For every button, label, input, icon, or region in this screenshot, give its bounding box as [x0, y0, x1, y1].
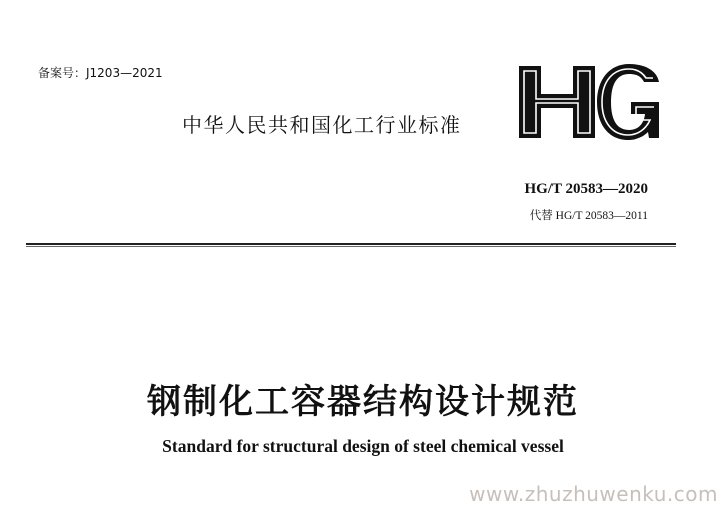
standard-body-title: 中华人民共和国化工行业标准: [182, 113, 462, 137]
logo-letter-g: [597, 64, 659, 140]
hg-logo: [517, 64, 661, 140]
header-divider: [26, 243, 676, 245]
document-title-cn: 钢制化工容器结构设计规范: [147, 382, 579, 422]
standard-code: HG/T 20583—2020: [524, 181, 648, 197]
header-divider-thin: [26, 246, 676, 247]
record-number: 备案号：J1203—2021: [38, 66, 163, 80]
logo-letter-h: [519, 66, 595, 138]
document-title-en: Standard for structural design of steel chemical vessel: [162, 436, 564, 456]
replaces-standard: 代替 HG/T 20583—2011: [529, 210, 648, 222]
watermark: www.zhuzhuwenku.com: [469, 482, 718, 506]
